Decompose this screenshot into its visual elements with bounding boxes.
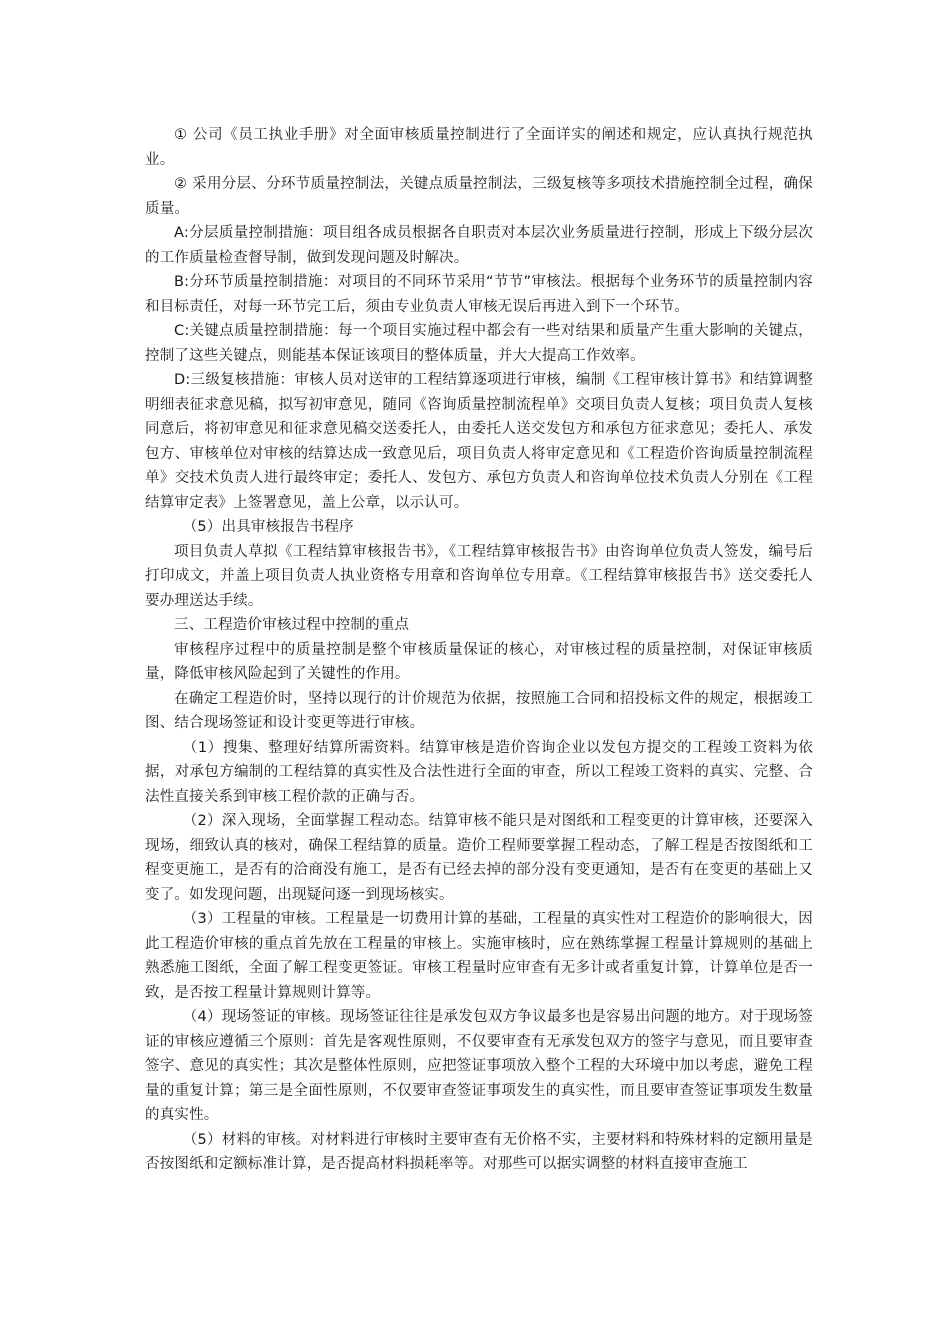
document-body (145, 123, 813, 1177)
paragraph-method: ② 采用分层、分环节质量控制法，关键点质量控制法，三级复核等多项技术措施控制全过程，确保质量。 (145, 176, 813, 217)
paragraph-layer-control: A:分层质量控制措施：项目组各成员根据各自职责对本层次业务质量进行控制，形成上下级分层次的工作质量检查督导制，做到发现问题及时解决。 (145, 225, 813, 266)
heading-report-procedure: （5）出具审核报告书程序 (182, 519, 354, 535)
paragraph-quality-core: 审核程序过程中的质量控制是整个审核质量保证的核心，对审核过程的质量控制，对保证审核质量，降低审核风险起到了关键性的作用。 (145, 641, 813, 682)
paragraph-three-level-review: D:三级复核措施：审核人员对送审的工程结算逐项进行审核，编制《工程审核计算书》和结算调整明细表征求意见稿，拟写初审意见，随同《咨询质量控制流程单》交项目负责人复核；项目负责人复核同意后，将初审意见和征求意见稿交送委托人，由委托人送交发包方和承包方征求意见；委托人、承发包方、审核单位对审核的结算达成一致意见后，项目负责人将审定意见和《工程造价咨询质量控制流程单》交技术负责人进行最终审定；委托人、发包方、承包方负责人和咨询单位技术负责人分别在《工程结算审定表》上签署意见，盖上公章，以示认可。 (145, 372, 813, 511)
paragraph-item-2: （2）深入现场，全面掌握工程动态。结算审核不能只是对图纸和工程变更的计算审核，还要深入现场，细致认真的核对，确保工程结算的质量。造价工程师要掌握工程动态，了解工程是否按图纸和工程变更施工，是否有的洽商没有施工，是否有已经去掉的部分没有变更通知，是否有在变更的基础上又变了。如发现问题，出现疑问逐一到现场核实。 (145, 813, 813, 903)
section-heading-three: 三、工程造价审核过程中控制的重点 (174, 617, 410, 633)
paragraph-keypoint-control: C:关键点质量控制措施：每一个项目实施过程中都会有一些对结果和质量产生重大影响的关键点，控制了这些关键点，则能基本保证该项目的整体质量，并大大提高工作效率。 (145, 323, 813, 364)
paragraph-item-1: （1）搜集、整理好结算所需资料。结算审核是造价咨询企业以发包方提交的工程竣工资料为依据，对承包方编制的工程结算的真实性及合法性进行全面的审查，所以工程竣工资料的真实、完整、合法性直接关系到审核工程价款的正确与否。 (145, 739, 813, 805)
paragraph-item-5: （5）材料的审核。对材料进行审核时主要审查有无价格不实，主要材料和特殊材料的定额用量是否按图纸和定额标准计算，是否提高材料损耗率等。对那些可以据实调整的材料直接审查施工 (145, 1131, 813, 1172)
paragraph-report: 项目负责人草拟《工程结算审核报告书》，《工程结算审核报告书》由咨询单位负责人签发，编号后打印成文，并盖上项目负责人执业资格专用章和咨询单位专用章。《工程结算审核报告书》送交委托人要办理送达手续。 (145, 543, 813, 609)
paragraph-item-4: （4）现场签证的审核。现场签证往往是承发包双方争议最多也是容易出问题的地方。对于现场签证的审核应遵循三个原则：首先是客观性原则，不仅要审查有无承发包双方的签字与意见，而且要审查签字、意见的真实性；其次是整体性原则，应把签证事项放入整个工程的大环境中加以考虑，避免工程量的重复计算；第三是全面性原则，不仅要审查签证事项发生的真实性，而且要审查签证事项发生数量的真实性。 (145, 1009, 813, 1123)
paragraph-item-3: （3）工程量的审核。工程量是一切费用计算的基础，工程量的真实性对工程造价的影响很大，因此工程造价审核的重点首先放在工程量的审核上。实施审核时，应在熟练掌握工程量计算规则的基础上熟悉施工图纸，全面了解工程变更签证。审核工程量时应审查有无多计或者重复计算，计算单位是否一致，是否按工程量计算规则计算等。 (145, 911, 813, 1001)
paragraph-cost-basis: 在确定工程造价时，坚持以现行的计价规范为依据，按照施工合同和招投标文件的规定，根据竣工图、结合现场签证和设计变更等进行审核。 (145, 690, 813, 731)
paragraph-segment-control: B:分环节质量控制措施：对项目的不同环节采用“节节”审核法。根据每个业务环节的质量控制内容和目标责任，对每一环节完工后，须由专业负责人审核无误后再进入到下一个环节。 (145, 274, 813, 315)
paragraph-manual: ① 公司《员工执业手册》对全面审核质量控制进行了全面详实的阐述和规定，应认真执行规范执业。 (145, 127, 813, 168)
